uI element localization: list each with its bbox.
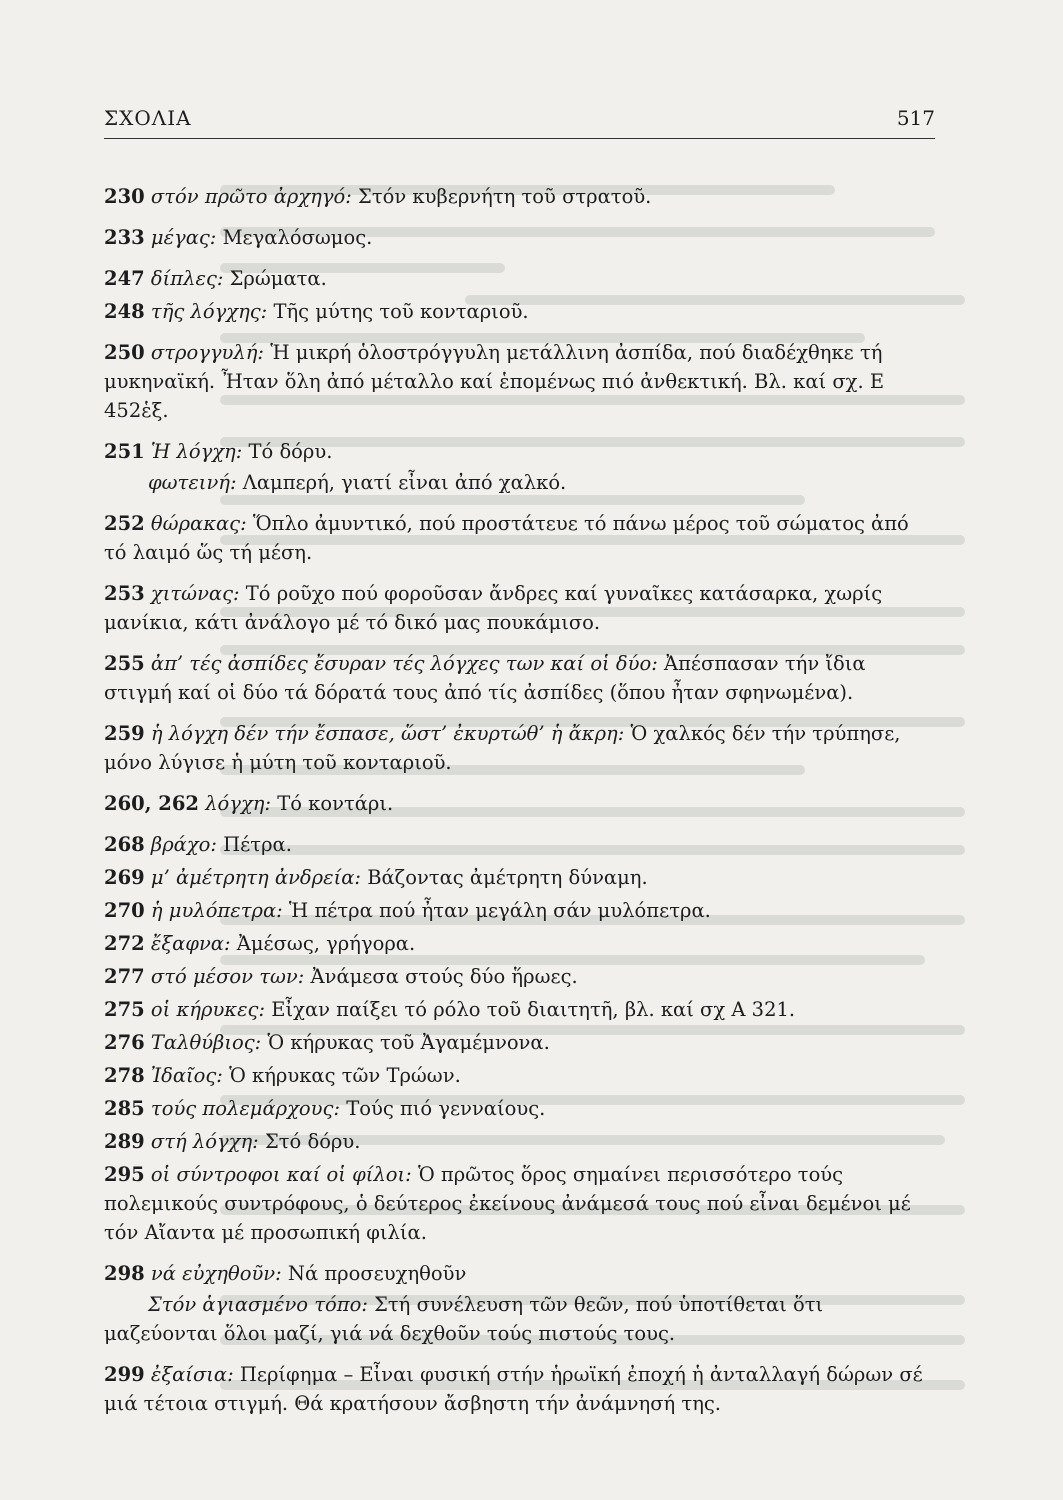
- lemma: οἱ κήρυκες:: [150, 998, 266, 1021]
- scholion-entry: [104, 1259, 935, 1288]
- running-title: ΣΧΟΛΙΑ: [104, 106, 192, 130]
- scholion-subentry: [104, 468, 935, 497]
- scholion-entry: [104, 789, 935, 818]
- line-number: 270: [104, 899, 145, 922]
- scholion-entry: [104, 830, 935, 859]
- gloss: Ἀπέσπασαν τήν ἴδια στιγμή καί οἱ δύο τά δόρατά τους ἀπό τίς ἀσπίδες (ὅπου ἦταν σφηνωμένα).: [104, 652, 866, 704]
- header-rule: [104, 138, 935, 139]
- lemma: Ἰδαῖος:: [150, 1064, 223, 1087]
- gloss: Λαμπερή, γιατί εἶναι ἀπό χαλκό.: [242, 471, 567, 494]
- gloss: Σρώματα.: [229, 267, 327, 290]
- lemma: μέγας:: [150, 226, 217, 249]
- gloss: Ἀνάμεσα στούς δύο ἥρωες.: [310, 965, 578, 988]
- scholion-entry: [104, 1160, 935, 1247]
- scholion-entry: [104, 863, 935, 892]
- scholion-entry: [104, 649, 935, 707]
- gloss: Τό ροῦχο πού φοροῦσαν ἄνδρες καί γυναῖκες κατάσαρκα, χωρίς μανίκια, κάτι ἀνάλογο μέ τό δικό μας πουκάμισο.: [104, 582, 883, 634]
- scholion-entry: [104, 223, 935, 252]
- gloss: Ὅπλο ἀμυντικό, πού προστάτευε τό πάνω μέρος τοῦ σώματος ἀπό τό λαιμό ὥς τή μέση.: [104, 512, 909, 564]
- line-number: 248: [104, 300, 145, 323]
- lemma: Ταλθύβιος:: [150, 1031, 262, 1054]
- scholion-entry: [104, 1360, 935, 1418]
- line-number: 295: [104, 1163, 145, 1186]
- lemma: θώρακας:: [150, 512, 247, 535]
- gloss: Ἀμέσως, γρήγορα.: [236, 932, 416, 955]
- gloss: Ἡ μικρή ὁλοστρόγγυλη μετάλλινη ἀσπίδα, πού διαδέχθηκε τή μυκηναϊκή. Ἦταν ὅλη ἀπό μέταλλο καί ἑπομένως πιό ἀνθεκτική. Βλ. καί σχ. Ε 452ἑξ.: [104, 341, 885, 422]
- lemma: ἀπ’ τές ἀσπίδες ἔσυραν τές λόγχες των καί οἱ δύο:: [150, 652, 658, 675]
- lemma: στόν πρῶτο ἀρχηγό:: [150, 185, 352, 208]
- scholia-list: [104, 182, 935, 1418]
- lemma: Ἡ λόγχη:: [150, 440, 243, 463]
- gloss: Νά προσευχηθοῦν: [287, 1262, 467, 1285]
- gloss: Ὁ πρῶτος ὅρος σημαίνει περισσότερο τούς πολεμικούς συντρόφους, ὁ δεύτερος ἐκείνους ἀνάμεσά τους πού εἶναι δεμένοι μέ τόν Αἴαντα μέ προσωπική φιλία.: [104, 1163, 911, 1244]
- lemma: μ’ ἀμέτρητη ἀνδρεία:: [150, 866, 361, 889]
- lemma: ἐξαίσια:: [150, 1363, 234, 1386]
- gloss: Πέτρα.: [223, 833, 292, 856]
- scholion-entry: [104, 1127, 935, 1156]
- line-number: 285: [104, 1097, 145, 1120]
- lemma: οἱ σύντροφοι καί οἱ φίλοι:: [150, 1163, 412, 1186]
- lemma: νά εὐχηθοῦν:: [150, 1262, 282, 1285]
- scholion-entry: [104, 1028, 935, 1057]
- lemma: ἡ μυλόπετρα:: [150, 899, 283, 922]
- gloss: Ὁ κήρυκας τῶν Τρώων.: [229, 1064, 461, 1087]
- lemma: τῆς λόγχης:: [150, 300, 268, 323]
- scholion-entry: [104, 995, 935, 1024]
- lemma: στρογγυλή:: [150, 341, 264, 364]
- scholion-subentry: [104, 1290, 935, 1348]
- line-number: 278: [104, 1064, 145, 1087]
- lemma: τούς πολεμάρχους:: [150, 1097, 341, 1120]
- line-number: 299: [104, 1363, 145, 1386]
- page-header: [104, 106, 935, 140]
- scholion-entry: [104, 338, 935, 425]
- gloss: Μεγαλόσωμος.: [222, 226, 373, 249]
- page-number: 517: [896, 106, 935, 130]
- scholion-entry: [104, 297, 935, 326]
- line-number: 233: [104, 226, 145, 249]
- scholion-entry: [104, 437, 935, 466]
- lemma: στό μέσον των:: [150, 965, 305, 988]
- gloss: Ὁ χαλκός δέν τήν τρύπησε, μόνο λύγισε ἡ μύτη τοῦ κονταριοῦ.: [104, 722, 901, 774]
- line-number: 298: [104, 1262, 145, 1285]
- lemma: δίπλες:: [150, 267, 224, 290]
- line-number: 230: [104, 185, 145, 208]
- gloss: Βάζοντας ἀμέτρητη δύναμη.: [367, 866, 648, 889]
- lemma: Στόν ἁγιασμένο τόπο:: [148, 1293, 368, 1316]
- gloss: Στή συνέλευση τῶν θεῶν, πού ὑποτίθεται ὅτι μαζεύονται ὅλοι μαζί, γιά νά δεχθοῦν τούς πιστούς τους.: [104, 1293, 824, 1345]
- gloss: Εἶχαν παίξει τό ρόλο τοῦ διαιτητῆ, βλ. καί σχ Α 321.: [271, 998, 796, 1021]
- gloss: Ἡ πέτρα πού ἦταν μεγάλη σάν μυλόπετρα.: [288, 899, 711, 922]
- scholion-entry: [104, 1061, 935, 1090]
- lemma: ἔξαφνα:: [150, 932, 231, 955]
- scholion-entry: [104, 1094, 935, 1123]
- line-number: 252: [104, 512, 145, 535]
- lemma: λόγχη:: [205, 792, 272, 815]
- line-number: 260, 262: [104, 792, 199, 815]
- scholion-entry: [104, 264, 935, 293]
- lemma: ἡ λόγχη δέν τήν ἔσπασε, ὥστ’ ἐκυρτώθ’ ἡ ἄκρη:: [150, 722, 625, 745]
- scholion-entry: [104, 962, 935, 991]
- lemma: χιτώνας:: [150, 582, 240, 605]
- gloss: Στό δόρυ.: [264, 1130, 361, 1153]
- gloss: Τούς πιό γενναίους.: [346, 1097, 546, 1120]
- scholion-entry: [104, 182, 935, 211]
- scholion-entry: [104, 719, 935, 777]
- line-number: 269: [104, 866, 145, 889]
- line-number: 259: [104, 722, 145, 745]
- lemma: φωτεινή:: [148, 471, 237, 494]
- lemma: βράχο:: [150, 833, 217, 856]
- line-number: 247: [104, 267, 145, 290]
- lemma: στή λόγχη:: [150, 1130, 259, 1153]
- line-number: 275: [104, 998, 145, 1021]
- scholion-entry: [104, 579, 935, 637]
- gloss: Τό δόρυ.: [248, 440, 333, 463]
- scholion-entry: [104, 509, 935, 567]
- line-number: 277: [104, 965, 145, 988]
- line-number: 255: [104, 652, 145, 675]
- gloss: Τῆς μύτης τοῦ κονταριοῦ.: [273, 300, 529, 323]
- scholion-entry: [104, 929, 935, 958]
- line-number: 251: [104, 440, 145, 463]
- line-number: 276: [104, 1031, 145, 1054]
- scholion-entry: [104, 896, 935, 925]
- line-number: 272: [104, 932, 145, 955]
- line-number: 289: [104, 1130, 145, 1153]
- gloss: Τό κοντάρι.: [277, 792, 394, 815]
- gloss: Ὁ κήρυκας τοῦ Ἀγαμέμνονα.: [267, 1031, 550, 1054]
- line-number: 250: [104, 341, 145, 364]
- gloss: Περίφημα – Εἶναι φυσική στήν ἡρωϊκή ἐποχή ἡ ἀνταλλαγή δώρων σέ μιά τέτοια στιγμή. Θά κρατήσουν ἄσβηστη τήν ἀνάμνησή της.: [104, 1363, 923, 1415]
- line-number: 268: [104, 833, 145, 856]
- line-number: 253: [104, 582, 145, 605]
- gloss: Στόν κυβερνήτη τοῦ στρατοῦ.: [358, 185, 652, 208]
